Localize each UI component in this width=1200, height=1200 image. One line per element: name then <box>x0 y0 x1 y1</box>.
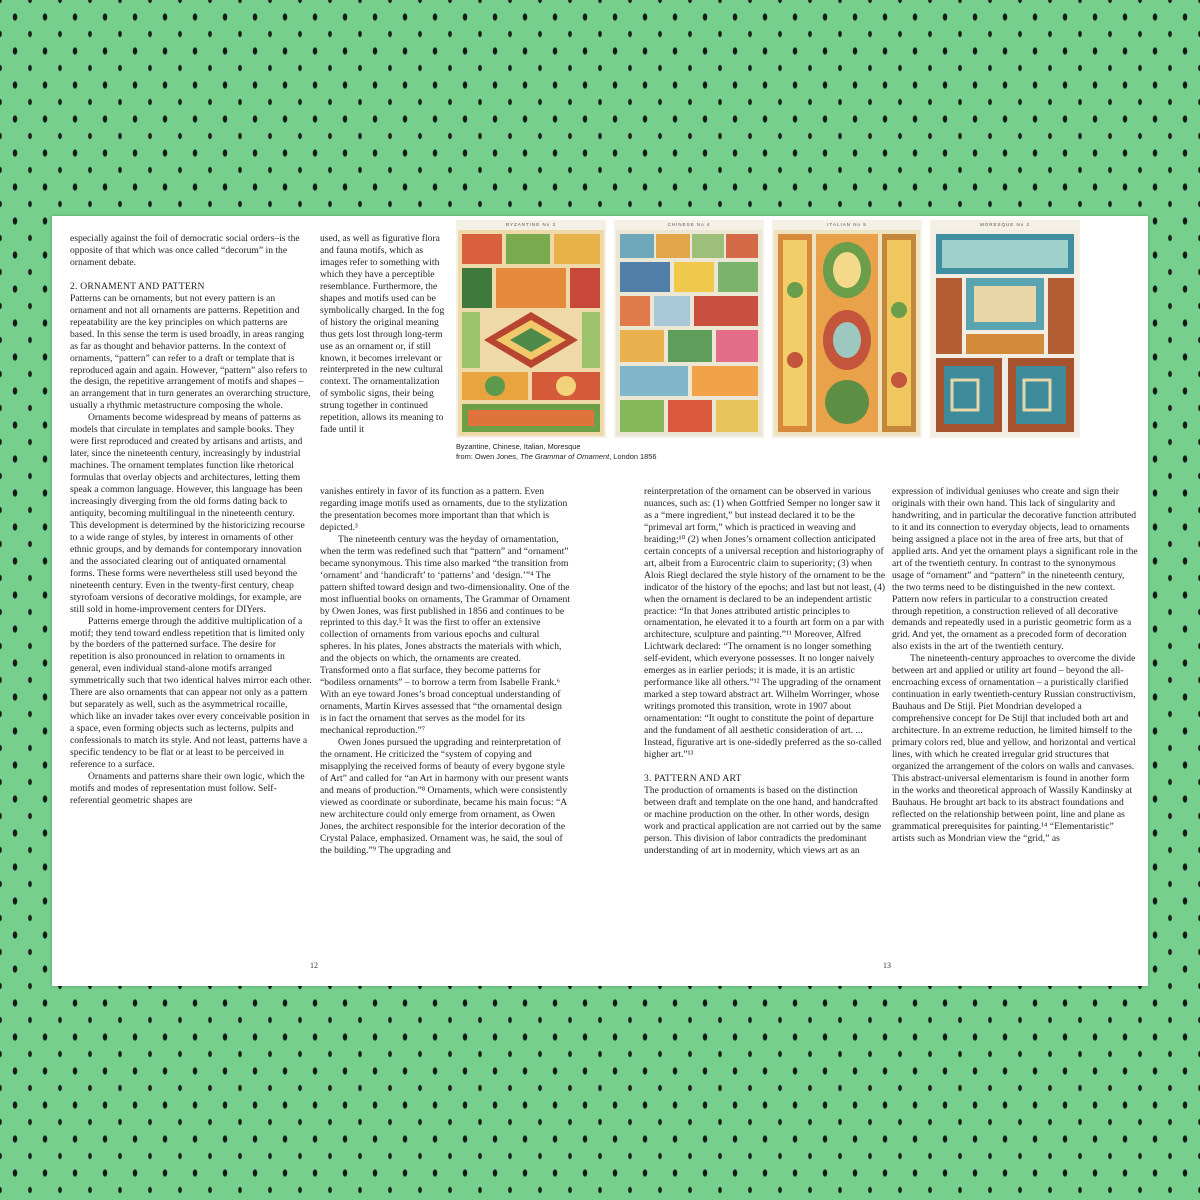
plate-header: ITALIAN No 5 <box>827 222 867 227</box>
plate-header: BYZANTINE No 3 <box>505 222 556 227</box>
plate-header: CHINESE No 4 <box>667 222 711 227</box>
paragraph: Ornaments become widespread by means of patterns as models that circulate in templates and sample books. They were first reproduced and created by artisans and artists, and later, since the nineteenth century, increasingly by industrial machines. The ornament templates function like rhetorical formulas that overlay objects and architectures, letting them speak a common language. However, this language has been increasingly diverging from the old forms dating back to antiquity, becoming multilingual in the nineteenth century. This development is determined by the historicizing recourse to a wide range of styles, by interest in ornaments of other ethnic groups, and by demands for contemporary innovation and the associated clearing out of antiquated ornamental forms. These forms were nevertheless still used beyond the nineteenth century. Even in the twenty-first century, cheap styrofoam versions of decorative moldings, for example, are still sold in home-improvement centers for DIYers. <box>70 412 305 615</box>
paragraph: vanishes entirely in favor of its function as a pattern. Even regarding image motifs used as ornaments, due to the stylization the presentation becomes more important than that which is depicted.³ <box>320 486 568 533</box>
paragraph: used, as well as figurative flora and fauna motifs, which as images refer to something with which they have a perceptible resemblance. Furthermore, the shapes and motifs used can be symbolically charged. In the fog of history the original meaning thus gets lost through long-term use as an ornament or, if still known, it becomes irrelevant or reinterpreted in the new cultural context. The ornamentalization of symbolic signs, their being strung together in continued repetition, allows its meaning to fade until it <box>320 233 445 436</box>
left-column-1 <box>70 233 312 971</box>
book-spread <box>52 216 1148 986</box>
paragraph: reinterpretation of the ornament can be observed in various nuances, such as: (1) when Gottfried Semper no longer saw it as a “mere ingredient,” but instead declared it to be the “primeval art form,” which is practiced in weaving and braiding;¹⁰ (2) when Jones’s ornament collection anticipated certain concepts of a universal reception and historiography of art, albeit from a Eurocentric claim to superiority; (3) when Alois Riegl declared the style history of the ornament to be the indicator of the history of the epochs; and last but not least, (4) when the ornament is declared to be an independent artistic practice: “In that Jones attributed artistic principles to ornamentation, he elevated it to a fourth art form on a par with architecture, sculpture and painting.”¹¹ Moreover, Alfred Lichtwark declared: “The ornament is no longer something self-evident, which everyone possesses. It no longer naively emerges as in earlier periods; it is made, it is an artistic performance like all others.”¹² The upgrading of the ornament marked a step toward abstract art. Wilhelm Worringer, whose writings promoted this transition, wrote in 1907 about ornamentation: “It ought to constitute the point of departure and the fundament of all aesthetic consideration of art. ... Instead, figurative art is one-sidedly preferred as the so-called higher art.”¹³ <box>644 486 886 760</box>
paragraph: especially against the foil of democratic social orders–is the opposite of that which was once called “decorum” in the ornament debate. <box>70 233 300 268</box>
left-column-2-bottom <box>320 486 570 968</box>
right-column-1 <box>644 486 886 968</box>
page-number: 13 <box>883 961 891 970</box>
right-column-2 <box>892 486 1138 968</box>
caption-book-title: The Grammar of Ornament <box>520 451 610 461</box>
plate-byzantine <box>456 220 606 438</box>
page-number: 12 <box>310 961 318 970</box>
paragraph: The production of ornaments is based on the distinction between draft and template on the one hand, and handcrafted or machine production on the other. In other words, design work and practical application are not carried out by the same person. This division of labor contradicts the predominant understanding of art in modernity, which views art as an <box>644 784 882 856</box>
plate-header: MORESQUE No 2 <box>979 222 1030 227</box>
section-heading: 3. PATTERN AND ART <box>644 772 742 784</box>
right-page <box>600 216 1148 986</box>
byzantine-pattern-image <box>458 230 604 436</box>
paragraph: Ornaments and patterns share their own logic, which the motifs and modes of representation must follow. Self-referential geometric shapes are <box>70 770 305 806</box>
caption-prefix: from: Owen Jones, <box>456 451 521 461</box>
paragraph: expression of individual geniuses who create and sign their originals with their own hand. This lack of singularity and handwriting, and in particular the decorative function attributed to it and its connection to everyday objects, lead to ornaments being assigned a place not in the area of free arts, but that of applied arts. And yet the ornament plays a significant role in the art of the twentieth century. In contrast to the synonymous usage of “ornament” and “pattern” in the nineteenth century, the two terms need to be distinguished in the new context. Pattern now refers in particular to a construction created through repetition, a construction relieved of all decorative demands and repeatedly used in a puristic geometric form as a grid. And yet, the ornament as a precoded form of decoration also exists in the art of the twentieth century. <box>892 486 1138 653</box>
paragraph: The nineteenth-century approaches to overcome the divide between art and applied or utility art found – beyond the all-encroaching excess of ornamentation – a puristically clarified continuation in early twentieth-century Russian constructivism, Bauhaus and De Stijl. Piet Mondrian developed a comprehensive concept for De Stijl that included both art and architecture. In an extreme reduction, he limited himself to the primary colors red, blue and yellow, and horizontal and vertical lines, with which he created irregular grid structures that organized the arrangement of the colors on walls and canvases. This abstract-universal elementarism is found in another form in the works and theoretical approach of Wassily Kandinsky at Bauhaus. He brought art back to its abstract foundations and reflected on the relationship between point, line and plane as grammatical prerequisites for painting.¹⁴ “Elementaristic” artists such as Mondrian view the “grid,” as <box>892 653 1136 844</box>
paragraph: The nineteenth century was the heyday of ornamentation, when the term was redefined such that “pattern” and “ornament” became synonymous. This time also marked “the transition from ‘ornament’ and ‘handicraft’ to ‘patterns’ and ‘design.’”⁴ The pattern shifted toward design and two-dimensionality. One of the most influential books on ornaments, The Grammar of Ornament by Owen Jones, was first published in 1856 and continues to be reprinted to this day.⁵ It was the first to offer an extensive collection of ornaments from various epochs and cultural spheres. In his plates, Jones abstracts the materials with which, and the objects on which, the ornaments are created. Transformed onto a flat surface, they become patterns for “bodiless ornaments” – to borrow a term from Isabelle Frank.⁶ With an eye toward Jones’s broad conceptual understanding of ornaments, Martin Kirves assessed that “the ornamental design is in fact the ornament that serves as the model for its mechanical reproduction.”⁷ <box>320 533 570 737</box>
section-heading: 2. ORNAMENT AND PATTERN <box>70 280 205 292</box>
caption-line: Byzantine, Chinese, Italian, Moresque <box>456 442 581 451</box>
caption-suffix: , London 1856 <box>609 451 657 461</box>
paragraph: Patterns emerge through the additive multiplication of a motif; they tend toward endless repetition that is limited only by the borders of the patterned surface. The desire for repetition is also pronounced in relation to ornaments in general, even individual stand-alone motifs arranged symmetrically such that two identical halves mirror each other. There are also ornaments that can appear not only as a pattern but separately as well, such as the asymmetrical rocaille, which like an invader takes over every conceivable position in a space, even forming objects such as lecterns, pulpits and confessionals to match its style. And not least, patterns have a specific tendency to be flat or at least to be perceived in reference to a surface. <box>70 615 312 770</box>
left-column-2-top <box>320 233 446 486</box>
paragraph: Owen Jones pursued the upgrading and reinterpretation of the ornament. He criticized the “system of copying and misapplying the received forms of beauty of every bygone style of Art” and called for “an Art in harmony with our present wants and means of production.”⁸ Ornaments, which were consistently viewed as coordinate or subordinate, became his main focus: “A new architecture could only emerge from ornament, as Owen Jones, the architect responsible for the interior decoration of the Crystal Palace, emphasized. Ornament was, he said, the soul of the building.”⁹ The upgrading and <box>320 737 569 856</box>
paragraph: Patterns can be ornaments, but not every pattern is an ornament and not all ornaments are patterns. Repetition and repeatability are the key principles on which patterns are based. In this sense the term is used broadly, in areas ranging as far as thought and behavior patterns. In the context of ornaments, “pattern” can refer to a draft or template that is reproduced again and again. However, “pattern” also refers to the design, the repetitive arrangement of motifs and shapes – an arrangement that in turn generates an overarching structure, usually a rhythmic metastructure composing the whole. <box>70 292 311 412</box>
